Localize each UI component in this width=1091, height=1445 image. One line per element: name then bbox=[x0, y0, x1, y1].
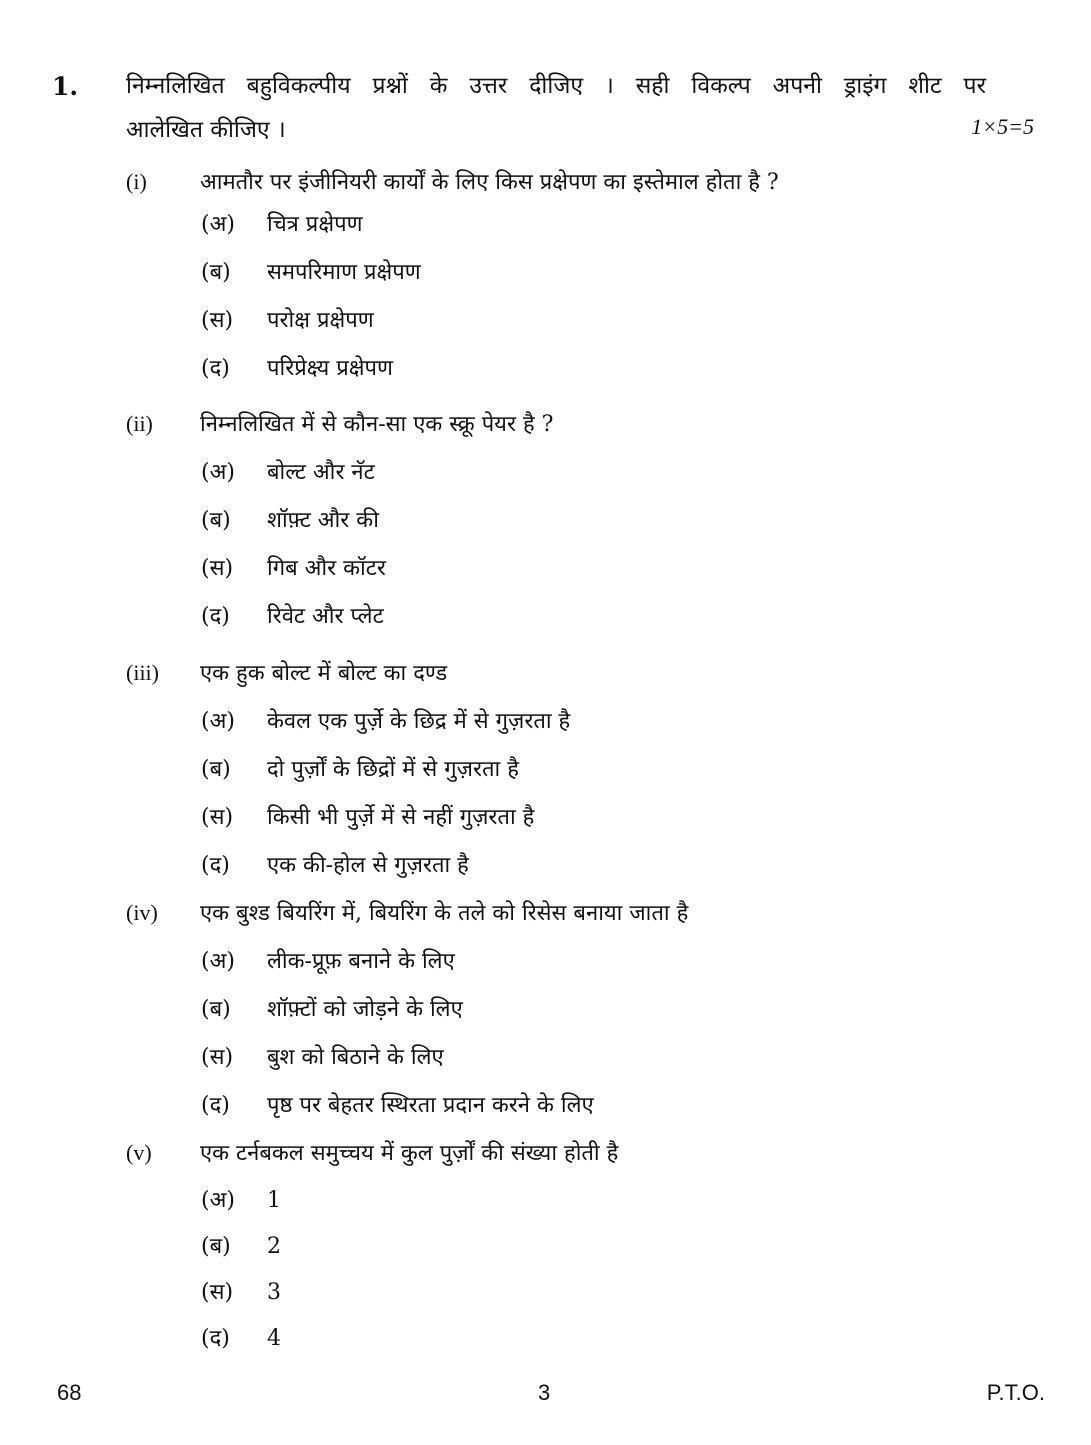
marks-allocation: 1×5=5 bbox=[971, 114, 1034, 139]
option-label: (ब) bbox=[201, 508, 231, 533]
option-text: 4 bbox=[267, 1326, 281, 1351]
subquestion-i bbox=[126, 166, 779, 196]
option-i-a bbox=[201, 208, 363, 238]
option-text: शॉफ़्टों को जोड़ने के लिए bbox=[267, 997, 463, 1022]
option-text: बोल्ट और नॅट bbox=[267, 460, 375, 485]
option-text: एक की-होल से गुज़रता है bbox=[267, 853, 469, 878]
option-label: (ब) bbox=[201, 260, 231, 285]
subquestion-text: आमतौर पर इंजीनियरी कार्यों के लिए किस प्रक्षेपण का इस्तेमाल होता है ? bbox=[200, 170, 779, 195]
option-text: केवल एक पुर्ज़े के छिद्र में से गुज़रता है bbox=[267, 709, 571, 734]
option-label: (अ) bbox=[201, 949, 235, 974]
option-text: गिब और कॉटर bbox=[267, 556, 386, 581]
option-ii-b bbox=[201, 504, 379, 534]
subquestion-text: एक टर्नबकल समुच्चय में कुल पुर्ज़ों की संख्या होती है bbox=[200, 1141, 619, 1166]
option-label: (अ) bbox=[201, 460, 235, 485]
option-text: किसी भी पुर्ज़े में से नहीं गुज़रता है bbox=[267, 805, 535, 830]
option-iv-b bbox=[201, 993, 463, 1023]
option-text: बुश को बिठाने के लिए bbox=[267, 1045, 444, 1070]
option-i-b bbox=[201, 256, 421, 286]
subquestion-iv bbox=[126, 897, 688, 927]
paper-code: 68 bbox=[57, 1380, 82, 1405]
subquestion-number: (v) bbox=[126, 1140, 152, 1165]
option-v-b bbox=[201, 1230, 281, 1260]
option-label: (ब) bbox=[201, 757, 231, 782]
option-v-c bbox=[201, 1276, 281, 1306]
option-label: (अ) bbox=[201, 212, 235, 237]
option-iii-b bbox=[201, 753, 519, 783]
option-v-d bbox=[201, 1322, 281, 1352]
option-text: 2 bbox=[267, 1234, 281, 1259]
option-ii-c bbox=[201, 552, 386, 582]
subquestion-number: (i) bbox=[126, 169, 147, 194]
option-label: (ब) bbox=[201, 997, 231, 1022]
option-ii-d bbox=[201, 600, 384, 630]
option-label: (द) bbox=[201, 1326, 230, 1351]
option-ii-a bbox=[201, 456, 375, 486]
option-i-c bbox=[201, 304, 374, 334]
option-text: समपरिमाण प्रक्षेपण bbox=[267, 260, 421, 285]
option-text: शॉफ़्ट और की bbox=[267, 508, 379, 533]
option-text: परोक्ष प्रक्षेपण bbox=[267, 308, 374, 333]
option-label: (अ) bbox=[201, 1188, 235, 1213]
subquestion-iii bbox=[126, 657, 447, 687]
option-iii-a bbox=[201, 705, 570, 735]
option-i-d bbox=[201, 352, 393, 382]
page-number: 3 bbox=[538, 1380, 551, 1405]
option-label: (द) bbox=[201, 356, 230, 381]
option-label: (अ) bbox=[201, 709, 235, 734]
option-text: रिवेट और प्लेट bbox=[267, 604, 384, 629]
question-number: 1. bbox=[52, 72, 79, 101]
option-label: (स) bbox=[201, 805, 234, 830]
option-text: चित्र प्रक्षेपण bbox=[267, 212, 363, 237]
subquestion-ii bbox=[126, 408, 553, 438]
subquestion-number: (iii) bbox=[126, 660, 159, 685]
option-text: परिप्रेक्ष्य प्रक्षेपण bbox=[267, 356, 393, 381]
option-label: (ब) bbox=[201, 1234, 231, 1259]
option-label: (द) bbox=[201, 1093, 230, 1118]
option-label: (स) bbox=[201, 556, 234, 581]
subquestion-v bbox=[126, 1137, 618, 1167]
subquestion-number: (ii) bbox=[126, 411, 153, 436]
option-v-a bbox=[201, 1184, 281, 1214]
please-turn-over: P.T.O. bbox=[986, 1380, 1045, 1405]
option-text: दो पुर्ज़ों के छिद्रों में से गुज़रता है bbox=[267, 757, 519, 782]
option-iv-d bbox=[201, 1089, 594, 1119]
option-iii-c bbox=[201, 801, 534, 831]
question-instruction-line1: निम्नलिखित बहुविकल्पीय प्रश्नों के उत्तर दीजिए । सही विकल्प अपनी ड्राइंग शीट पर bbox=[126, 73, 986, 99]
option-text: लीक-प्रूफ़ बनाने के लिए bbox=[267, 949, 455, 974]
option-text: 3 bbox=[267, 1280, 281, 1305]
subquestion-text: एक हुक बोल्ट में बोल्ट का दण्ड bbox=[200, 661, 448, 686]
question-instruction-line2: आलेखित कीजिए । bbox=[126, 117, 286, 143]
option-iv-a bbox=[201, 945, 455, 975]
option-text: 1 bbox=[267, 1188, 281, 1213]
option-label: (द) bbox=[201, 604, 230, 629]
subquestion-text: एक बुश्ड बियरिंग में, बियरिंग के तले को रिसेस बनाया जाता है bbox=[200, 901, 689, 926]
option-iv-c bbox=[201, 1041, 444, 1071]
subquestion-number: (iv) bbox=[126, 900, 158, 925]
option-iii-d bbox=[201, 849, 469, 879]
option-label: (स) bbox=[201, 308, 234, 333]
option-label: (स) bbox=[201, 1280, 234, 1305]
option-text: पृष्ठ पर बेहतर स्थिरता प्रदान करने के लिए bbox=[267, 1093, 594, 1118]
subquestion-text: निम्नलिखित में से कौन-सा एक स्क्रू पेयर है ? bbox=[200, 412, 554, 437]
option-label: (स) bbox=[201, 1045, 234, 1070]
option-label: (द) bbox=[201, 853, 230, 878]
